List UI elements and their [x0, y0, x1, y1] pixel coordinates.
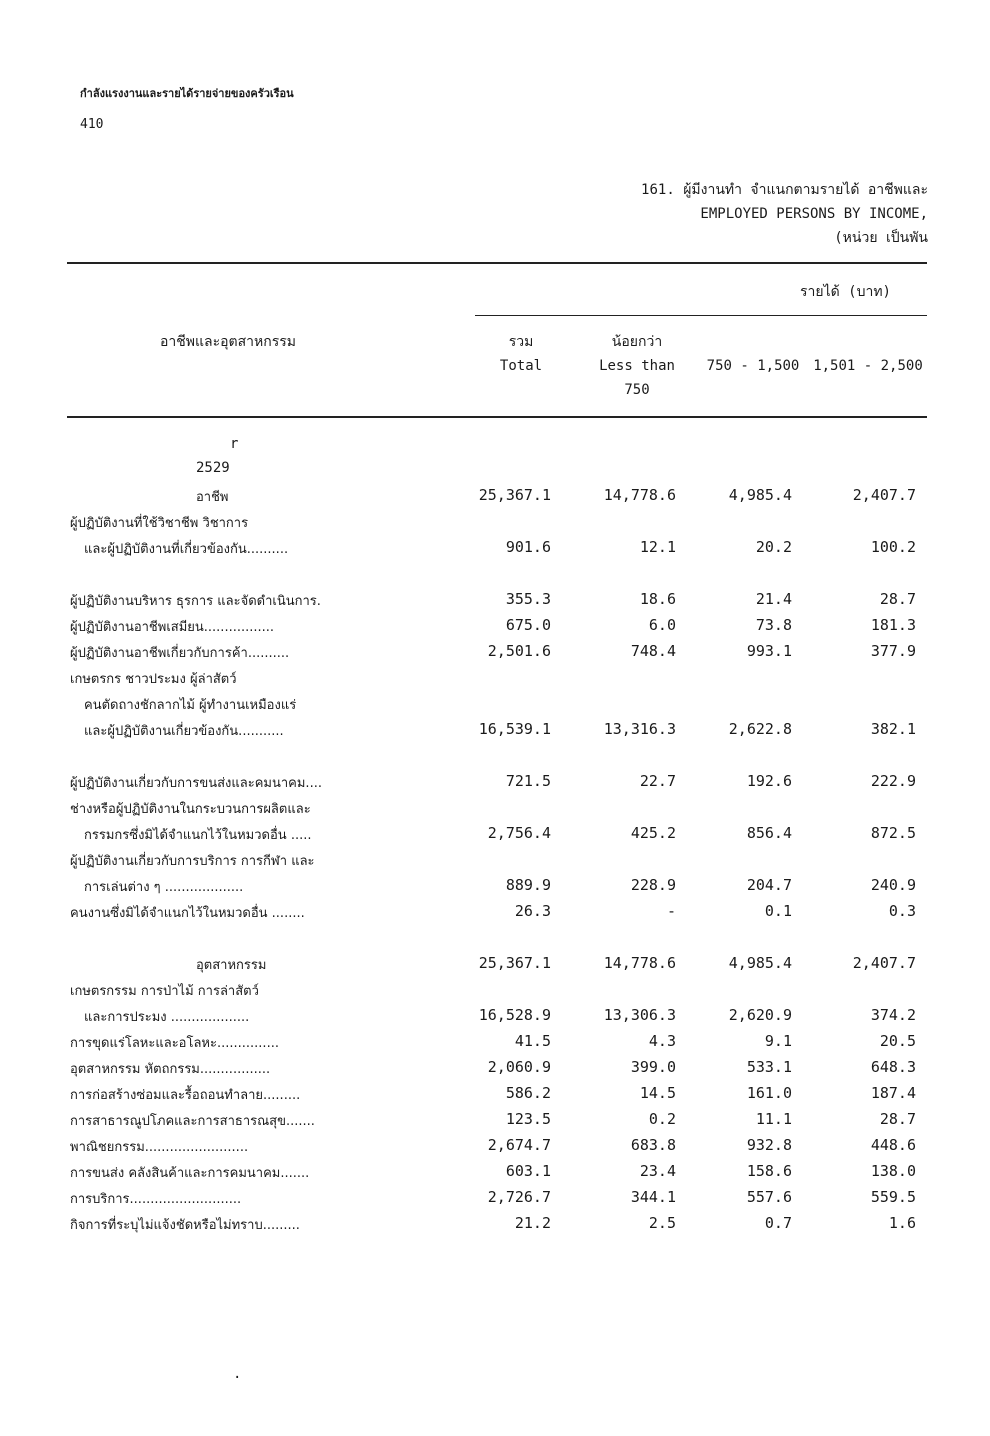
row-value: 25,367.1 — [478, 954, 551, 972]
row-value: 138.0 — [870, 1162, 916, 1180]
row-value: 683.8 — [630, 1136, 676, 1154]
row-value: 932.8 — [746, 1136, 792, 1154]
row-label: อุตสาหกรรม หัตถกรรม................. — [70, 1062, 271, 1077]
column-header-less-than-english: Less than — [599, 358, 675, 374]
row-value: 448.6 — [870, 1136, 916, 1154]
table-unit-note: (หน่วย เป็นพัน — [834, 230, 928, 246]
row-value: 2,060.9 — [487, 1058, 551, 1076]
row-value: 6.0 — [648, 616, 676, 634]
row-value: 557.6 — [746, 1188, 792, 1206]
row-value: 20.5 — [879, 1032, 916, 1050]
row-value: 20.2 — [755, 538, 792, 556]
row-label: ผู้ปฏิบัติงานที่ใช้วิชาชีพ วิชาการ — [70, 516, 249, 531]
column-header-total-english: Total — [499, 358, 543, 374]
row-value: 675.0 — [505, 616, 551, 634]
row-value: 748.4 — [630, 642, 676, 660]
row-value: 872.5 — [870, 824, 916, 842]
row-value: 28.7 — [879, 1110, 916, 1128]
row-label: อาชีพ — [196, 490, 229, 505]
row-value: 22.7 — [639, 772, 676, 790]
row-value: 4.3 — [648, 1032, 676, 1050]
row-label: การก่อสร้างซ่อมและรื้อถอนทำลาย......... — [70, 1088, 301, 1103]
row-value: 18.6 — [639, 590, 676, 608]
column-header-less-than-thai: น้อยกว่า — [611, 334, 663, 350]
row-value: 222.9 — [870, 772, 916, 790]
row-label: พาณิชยกรรม......................... — [70, 1140, 249, 1155]
row-label: ผู้ปฏิบัติงานบริหาร ธุรการ และจัดดำเนินการ. — [70, 594, 321, 609]
row-label: คนงานซึ่งมิได้จำแนกไว้ในหมวดอื่น ........ — [70, 906, 305, 921]
row-value: 13,316.3 — [603, 720, 676, 738]
row-value: 0.7 — [764, 1214, 792, 1232]
row-value: 382.1 — [870, 720, 916, 738]
row-value: 559.5 — [870, 1188, 916, 1206]
column-header-less-than-value: 750 — [624, 382, 650, 398]
row-value: 23.4 — [639, 1162, 676, 1180]
row-label: อุตสาหกรรม — [196, 958, 267, 973]
row-value: 374.2 — [870, 1006, 916, 1024]
year-label: 2529 — [196, 460, 230, 476]
row-value: 603.1 — [505, 1162, 551, 1180]
row-value: 2,726.7 — [487, 1188, 551, 1206]
row-value: 2,674.7 — [487, 1136, 551, 1154]
row-value: 16,528.9 — [478, 1006, 551, 1024]
row-value: 648.3 — [870, 1058, 916, 1076]
income-header: รายได้ (บาท) — [800, 284, 891, 300]
row-label: และการประมง ................... — [84, 1010, 250, 1025]
row-value: 0.3 — [888, 902, 916, 920]
row-label: ผู้ปฏิบัติงานอาชีพเสมียน................. — [70, 620, 275, 635]
row-value: 100.2 — [870, 538, 916, 556]
row-value: 228.9 — [630, 876, 676, 894]
row-value: - — [666, 902, 676, 920]
table-title-thai: 161. ผู้มีงานทำ จำแนกตามรายได้ อาชีพและ — [641, 182, 928, 198]
row-value: 4,985.4 — [728, 954, 792, 972]
header-bottom-rule — [67, 416, 927, 418]
row-value: 2,407.7 — [852, 954, 916, 972]
row-value: 21.2 — [514, 1214, 551, 1232]
stub-header: อาชีพและอุตสาหกรรม — [160, 334, 297, 350]
row-label: ผู้ปฏิบัติงานเกี่ยวกับการบริการ การกีฬา และ — [70, 854, 315, 869]
row-label: การสาธารณูปโภคและการสาธารณสุข....... — [70, 1114, 315, 1129]
row-label: การขนส่ง คลังสินค้าและการคมนาคม....... — [70, 1166, 310, 1181]
row-value: 240.9 — [870, 876, 916, 894]
row-value: 0.1 — [764, 902, 792, 920]
column-header-less-than-750 — [586, 330, 688, 402]
row-value: 161.0 — [746, 1084, 792, 1102]
row-value: 204.7 — [746, 876, 792, 894]
top-rule — [67, 262, 927, 264]
row-value: 25,367.1 — [478, 486, 551, 504]
row-value: 12.1 — [639, 538, 676, 556]
row-label: และผู้ปฏิบัติงานเกี่ยวข้องกัน........... — [84, 724, 284, 739]
row-label: เกษตรกรรม การป่าไม้ การล่าสัตว์ — [70, 984, 259, 999]
marker-r: r — [230, 436, 239, 452]
row-value: 889.9 — [505, 876, 551, 894]
row-value: 2,622.8 — [728, 720, 792, 738]
row-value: 158.6 — [746, 1162, 792, 1180]
running-header: กำลังแรงงานและรายได้รายจ่ายของครัวเรือน — [80, 87, 294, 100]
row-value: 28.7 — [879, 590, 916, 608]
row-value: 2,407.7 — [852, 486, 916, 504]
footer-mark: . — [233, 1366, 242, 1382]
row-value: 399.0 — [630, 1058, 676, 1076]
row-value: 344.1 — [630, 1188, 676, 1206]
row-label: ผู้ปฏิบัติงานเกี่ยวกับการขนส่งและคมนาคม.... — [70, 776, 322, 791]
row-value: 187.4 — [870, 1084, 916, 1102]
row-value: 14,778.6 — [603, 486, 676, 504]
row-value: 192.6 — [746, 772, 792, 790]
row-value: 26.3 — [514, 902, 551, 920]
row-value: 9.1 — [764, 1032, 792, 1050]
row-value: 425.2 — [630, 824, 676, 842]
row-value: 13,306.3 — [603, 1006, 676, 1024]
row-value: 586.2 — [505, 1084, 551, 1102]
income-rule — [475, 315, 927, 316]
row-label: กรรมกรซึ่งมิได้จำแนกไว้ในหมวดอื่น ..... — [84, 828, 312, 843]
row-value: 4,985.4 — [728, 486, 792, 504]
row-value: 41.5 — [514, 1032, 551, 1050]
row-value: 181.3 — [870, 616, 916, 634]
row-label: การบริการ........................... — [70, 1192, 242, 1207]
row-value: 2.5 — [648, 1214, 676, 1232]
row-value: 355.3 — [505, 590, 551, 608]
row-label: การเล่นต่าง ๆ ................... — [84, 880, 244, 895]
column-header-1501-2500: 1,501 - 2,500 — [813, 358, 923, 374]
row-label: ช่างหรือผู้ปฏิบัติงานในกระบวนการผลิตและ — [70, 802, 311, 817]
row-value: 2,501.6 — [487, 642, 551, 660]
column-header-total-thai: รวม — [508, 334, 534, 350]
row-label: และผู้ปฏิบัติงานที่เกี่ยวข้องกัน.......... — [84, 542, 289, 557]
row-label: การขุดแร่โลหะและอโลหะ............... — [70, 1036, 279, 1051]
row-value: 901.6 — [505, 538, 551, 556]
column-header-total — [480, 330, 562, 378]
column-header-750-1500: 750 - 1,500 — [706, 358, 800, 374]
row-value: 377.9 — [870, 642, 916, 660]
row-value: 14,778.6 — [603, 954, 676, 972]
row-value: 11.1 — [755, 1110, 792, 1128]
row-value: 2,756.4 — [487, 824, 551, 842]
row-label: กิจการที่ระบุไม่แจ้งชัดหรือไม่ทราบ......... — [70, 1218, 300, 1233]
table-title — [641, 178, 928, 250]
row-value: 73.8 — [755, 616, 792, 634]
row-value: 2,620.9 — [728, 1006, 792, 1024]
row-value: 14.5 — [639, 1084, 676, 1102]
row-value: 856.4 — [746, 824, 792, 842]
row-value: 721.5 — [505, 772, 551, 790]
row-value: 16,539.1 — [478, 720, 551, 738]
row-label: ผู้ปฏิบัติงานอาชีพเกี่ยวกับการค้า.......... — [70, 646, 290, 661]
row-value: 123.5 — [505, 1110, 551, 1128]
page-number: 410 — [80, 117, 104, 132]
row-value: 0.2 — [648, 1110, 676, 1128]
row-value: 533.1 — [746, 1058, 792, 1076]
row-label: คนตัดถางชักลากไม้ ผู้ทำงานเหมืองแร่ — [84, 698, 297, 713]
row-value: 21.4 — [755, 590, 792, 608]
row-label: เกษตรกร ชาวประมง ผู้ล่าสัตว์ — [70, 672, 237, 687]
row-value: 993.1 — [746, 642, 792, 660]
table-title-english: EMPLOYED PERSONS BY INCOME, — [700, 206, 928, 222]
row-value: 1.6 — [888, 1214, 916, 1232]
